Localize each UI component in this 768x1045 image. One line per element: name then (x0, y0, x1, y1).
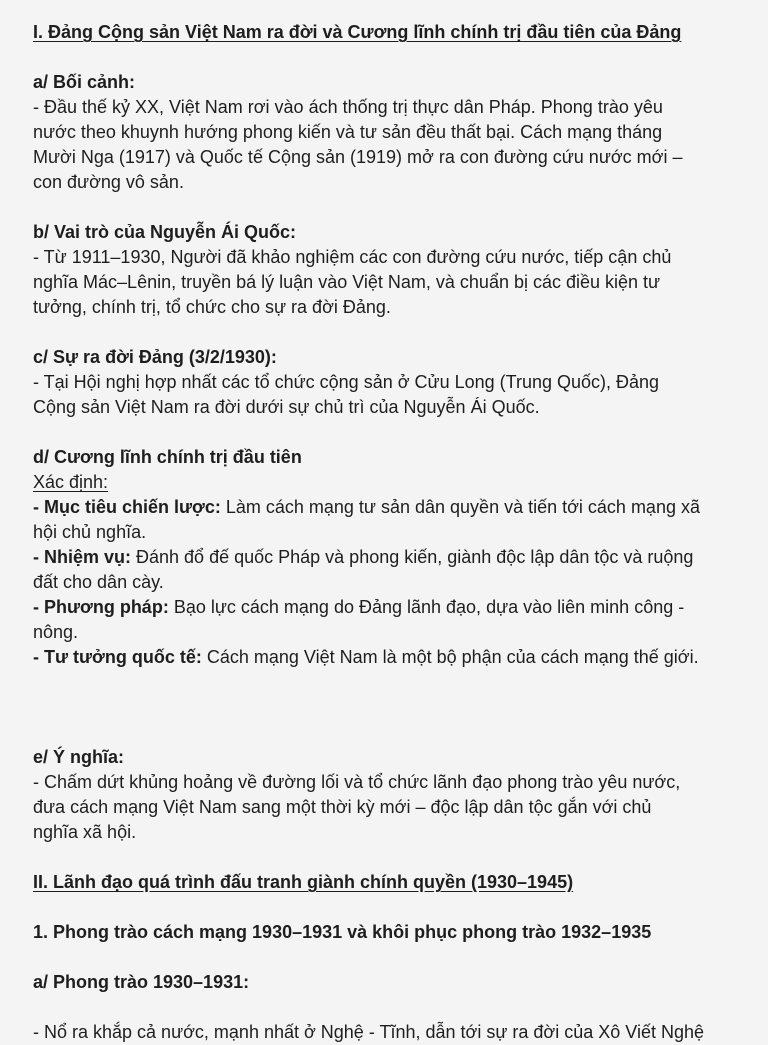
item-label: - Mục tiêu chiến lược: (33, 497, 221, 517)
spacer (33, 995, 733, 1020)
paragraph-line: Cộng sản Việt Nam ra đời dưới sự chủ trì của Nguyễn Ái Quốc. (33, 397, 540, 417)
document-page (33, 20, 733, 1045)
spacer (33, 895, 733, 920)
paragraph-line: nước theo khuynh hướng phong kiến và tư sản đều thất bại. Cách mạng tháng (33, 122, 663, 142)
item-text: Làm cách mạng tư sản dân quyền và tiến tới cách mạng xã (220, 497, 700, 517)
paragraph-line: - Nổ ra khắp cả nước, mạnh nhất ở Nghệ - Tĩnh, dẫn tới sự ra đời của Xô Viết Nghệ (33, 1022, 704, 1042)
spacer (33, 195, 733, 220)
paragraph-line: tưởng, chính trị, tổ chức cho sự ra đời Đảng. (33, 297, 391, 317)
list-item (33, 495, 733, 520)
list-item (33, 545, 733, 570)
spacer (33, 720, 733, 745)
spacer (33, 845, 733, 870)
spacer (33, 320, 733, 345)
section2-a-heading: a/ Phong trào 1930–1931: (33, 972, 250, 992)
section1-d-heading: d/ Cương lĩnh chính trị đầu tiên (33, 447, 302, 467)
section1-title: I. Đảng Cộng sản Việt Nam ra đời và Cương lĩnh chính trị đầu tiên của Đảng (33, 22, 682, 42)
section1-c-heading: c/ Sự ra đời Đảng (3/2/1930): (33, 347, 277, 367)
paragraph-line: nghĩa Mác–Lênin, truyền bá lý luận vào Việt Nam, và chuẩn bị các điều kiện tư (33, 272, 661, 292)
section1-e-heading: e/ Ý nghĩa: (33, 747, 125, 767)
spacer (33, 670, 733, 695)
paragraph-line: - Đầu thế kỷ XX, Việt Nam rơi vào ách thống trị thực dân Pháp. Phong trào yêu (33, 97, 663, 117)
item-label: - Tư tưởng quốc tế: (33, 647, 202, 667)
item-text: Bạo lực cách mạng do Đảng lãnh đạo, dựa vào liên minh công - (168, 597, 685, 617)
section2-subheading: 1. Phong trào cách mạng 1930–1931 và khôi phục phong trào 1932–1935 (33, 922, 652, 942)
paragraph-line: - Tại Hội nghị hợp nhất các tổ chức cộng sản ở Cửu Long (Trung Quốc), Đảng (33, 372, 660, 392)
paragraph-line: - Từ 1911–1930, Người đã khảo nghiệm các con đường cứu nước, tiếp cận chủ (33, 247, 672, 267)
paragraph-line: Mười Nga (1917) và Quốc tế Cộng sản (1919) mở ra con đường cứu nước mới – (33, 147, 683, 167)
list-item (33, 645, 733, 670)
paragraph-line: con đường vô sản. (33, 172, 184, 192)
list-item-cont: nông. (33, 622, 79, 642)
list-item-cont: đất cho dân cày. (33, 572, 164, 592)
paragraph-line: đưa cách mạng Việt Nam sang một thời kỳ mới – độc lập dân tộc gắn với chủ (33, 797, 652, 817)
list-item-cont: hội chủ nghĩa. (33, 522, 147, 542)
paragraph-line: nghĩa xã hội. (33, 822, 137, 842)
spacer (33, 45, 733, 70)
section1-a-heading: a/ Bối cảnh: (33, 72, 136, 92)
item-label: - Nhiệm vụ: (33, 547, 132, 567)
item-text: Đánh đổ đế quốc Pháp và phong kiến, giành độc lập dân tộc và ruộng (131, 547, 694, 567)
spacer (33, 945, 733, 970)
list-item (33, 595, 733, 620)
section1-b-heading: b/ Vai trò của Nguyễn Ái Quốc: (33, 222, 297, 242)
paragraph-line: - Chấm dứt khủng hoảng về đường lối và tổ chức lãnh đạo phong trào yêu nước, (33, 772, 681, 792)
section2-title: II. Lãnh đạo quá trình đấu tranh giành chính quyền (1930–1945) (33, 872, 574, 892)
spacer (33, 695, 733, 720)
item-text: Cách mạng Việt Nam là một bộ phận của cách mạng thế giới. (201, 647, 699, 667)
item-label: - Phương pháp: (33, 597, 169, 617)
spacer (33, 420, 733, 445)
section1-d-subheading: Xác định: (33, 472, 109, 492)
